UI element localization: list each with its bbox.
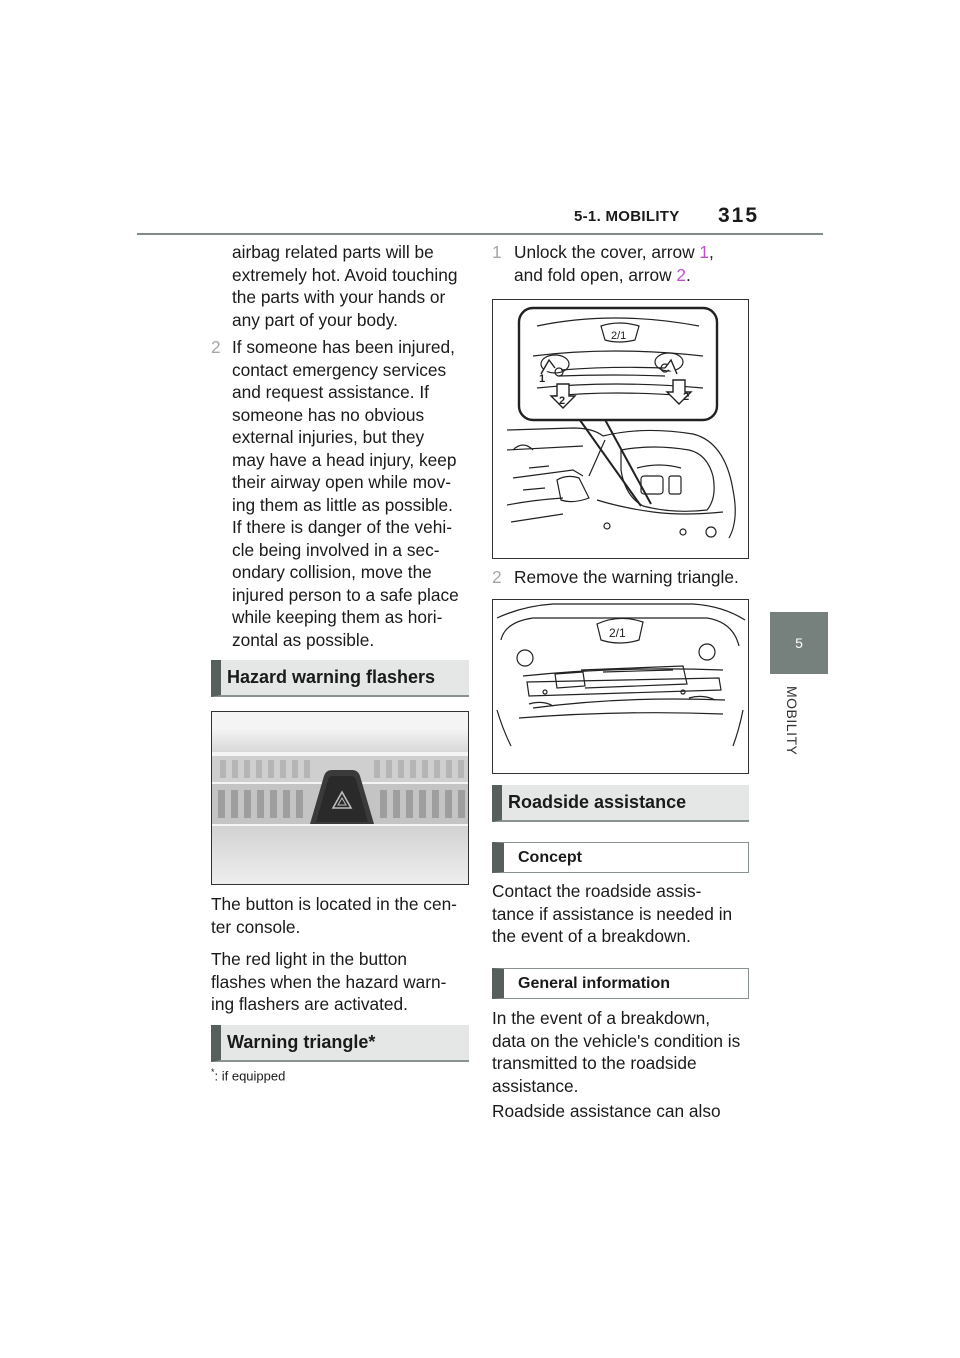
step-number: 1 [492,242,502,262]
step-2-paragraph [232,336,459,651]
text-line: ondary collision, move the [232,562,432,582]
figure-arrow-label: 1 [539,373,546,385]
text-line: and request assistance. If [232,382,429,402]
warning-triangle-illustration [493,600,748,773]
text-line: ing them as little as possible. [232,494,453,515]
footnote-text: : if equipped [214,1068,286,1084]
text-line: while keeping them as hori- [232,607,443,627]
text-line: the parts with your hands or [232,287,446,307]
chapter-side-label [768,686,828,776]
step-number: 2 [211,337,221,357]
text-fragment: . [685,264,691,285]
footnote [211,1067,285,1083]
heading-text: Warning triangle* [227,1032,376,1052]
unlock-cover-figure [492,299,749,559]
text-fragment: Unlock the cover, arrow [514,242,700,262]
text-fragment: and fold open, arrow [514,264,677,285]
svg-text:2/1: 2/1 [611,330,627,342]
text-line: injured person to a safe place [232,584,459,605]
svg-text:2/1: 2/1 [609,626,626,640]
text-line: In the event of a breakdown, [492,1008,711,1028]
footnote-mark: * [211,1067,215,1077]
text-line: If there is danger of the vehi- [232,517,452,537]
step-1-paragraph [514,241,714,286]
general-info-heading [492,968,749,999]
text-line: The button is located in the cen- [211,894,457,914]
text-line: extremely hot. Avoid touching [232,264,458,285]
hazard-heading [211,660,469,697]
text-line: Contact the roadside assis- [492,881,702,901]
text-line: may have a head injury, keep [232,449,457,470]
text-line: contact emergency services [232,359,447,380]
heading-text: Hazard warning flashers [227,667,436,687]
general-info-paragraph [492,1007,740,1097]
text-line: any part of your body. [232,309,398,330]
step-number: 2 [492,567,502,587]
figure-arrow-label: 2 [559,395,566,407]
section-title: 5-1. MOBILITY [574,208,680,225]
text-line: transmitted to the roadside [492,1053,697,1073]
hazard-button-figure [211,711,469,885]
text-line: ing flashers are activated. [211,994,408,1014]
step-2-text: Remove the warning triangle. [514,567,739,587]
arrow-number: 1 [699,242,709,262]
text-line: data on the vehicle's condition is [492,1030,741,1051]
chapter-label-text: MOBILITY [784,686,800,756]
text-line: flashes when the hazard warn- [211,971,447,992]
intro-paragraph [232,241,457,331]
text-line: assistance. [492,1075,579,1096]
page-number: 315 [718,204,760,227]
concept-heading [492,842,749,873]
red-light-paragraph [211,948,446,1016]
heading-text: General information [518,974,671,992]
concept-paragraph [492,880,732,948]
heading-text: Concept [518,848,582,866]
text-line: zontal as possible. [232,629,375,650]
text-fragment: , [709,242,714,262]
button-location-paragraph [211,893,457,938]
chapter-number: 5 [795,635,803,651]
text-line: The red light in the button [211,949,407,969]
tailgate-cover-illustration [493,300,748,558]
text-line: ter console. [211,916,301,937]
text-line: someone has no obvious [232,404,425,425]
text-line: If someone has been injured, [232,337,455,357]
arrow-number: 2 [676,264,686,285]
chapter-tab[interactable] [770,612,828,674]
header-rule [137,233,823,235]
text-line: external injuries, but they [232,427,425,447]
heading-text: Roadside assistance [508,792,687,812]
center-console-illustration [212,712,468,884]
text-line: their airway open while mov- [232,472,451,492]
text-line: airbag related parts will be [232,242,434,262]
text-line: the event of a breakdown. [492,926,691,946]
warning-triangle-heading [211,1025,469,1062]
roadside-also-text: Roadside assistance can also [492,1101,721,1121]
remove-triangle-figure [492,599,749,774]
figure-arrow-label: 2 [683,391,690,403]
text-line: cle being involved in a sec- [232,539,440,560]
text-line: tance if assistance is needed in [492,903,733,924]
roadside-heading [492,785,749,822]
